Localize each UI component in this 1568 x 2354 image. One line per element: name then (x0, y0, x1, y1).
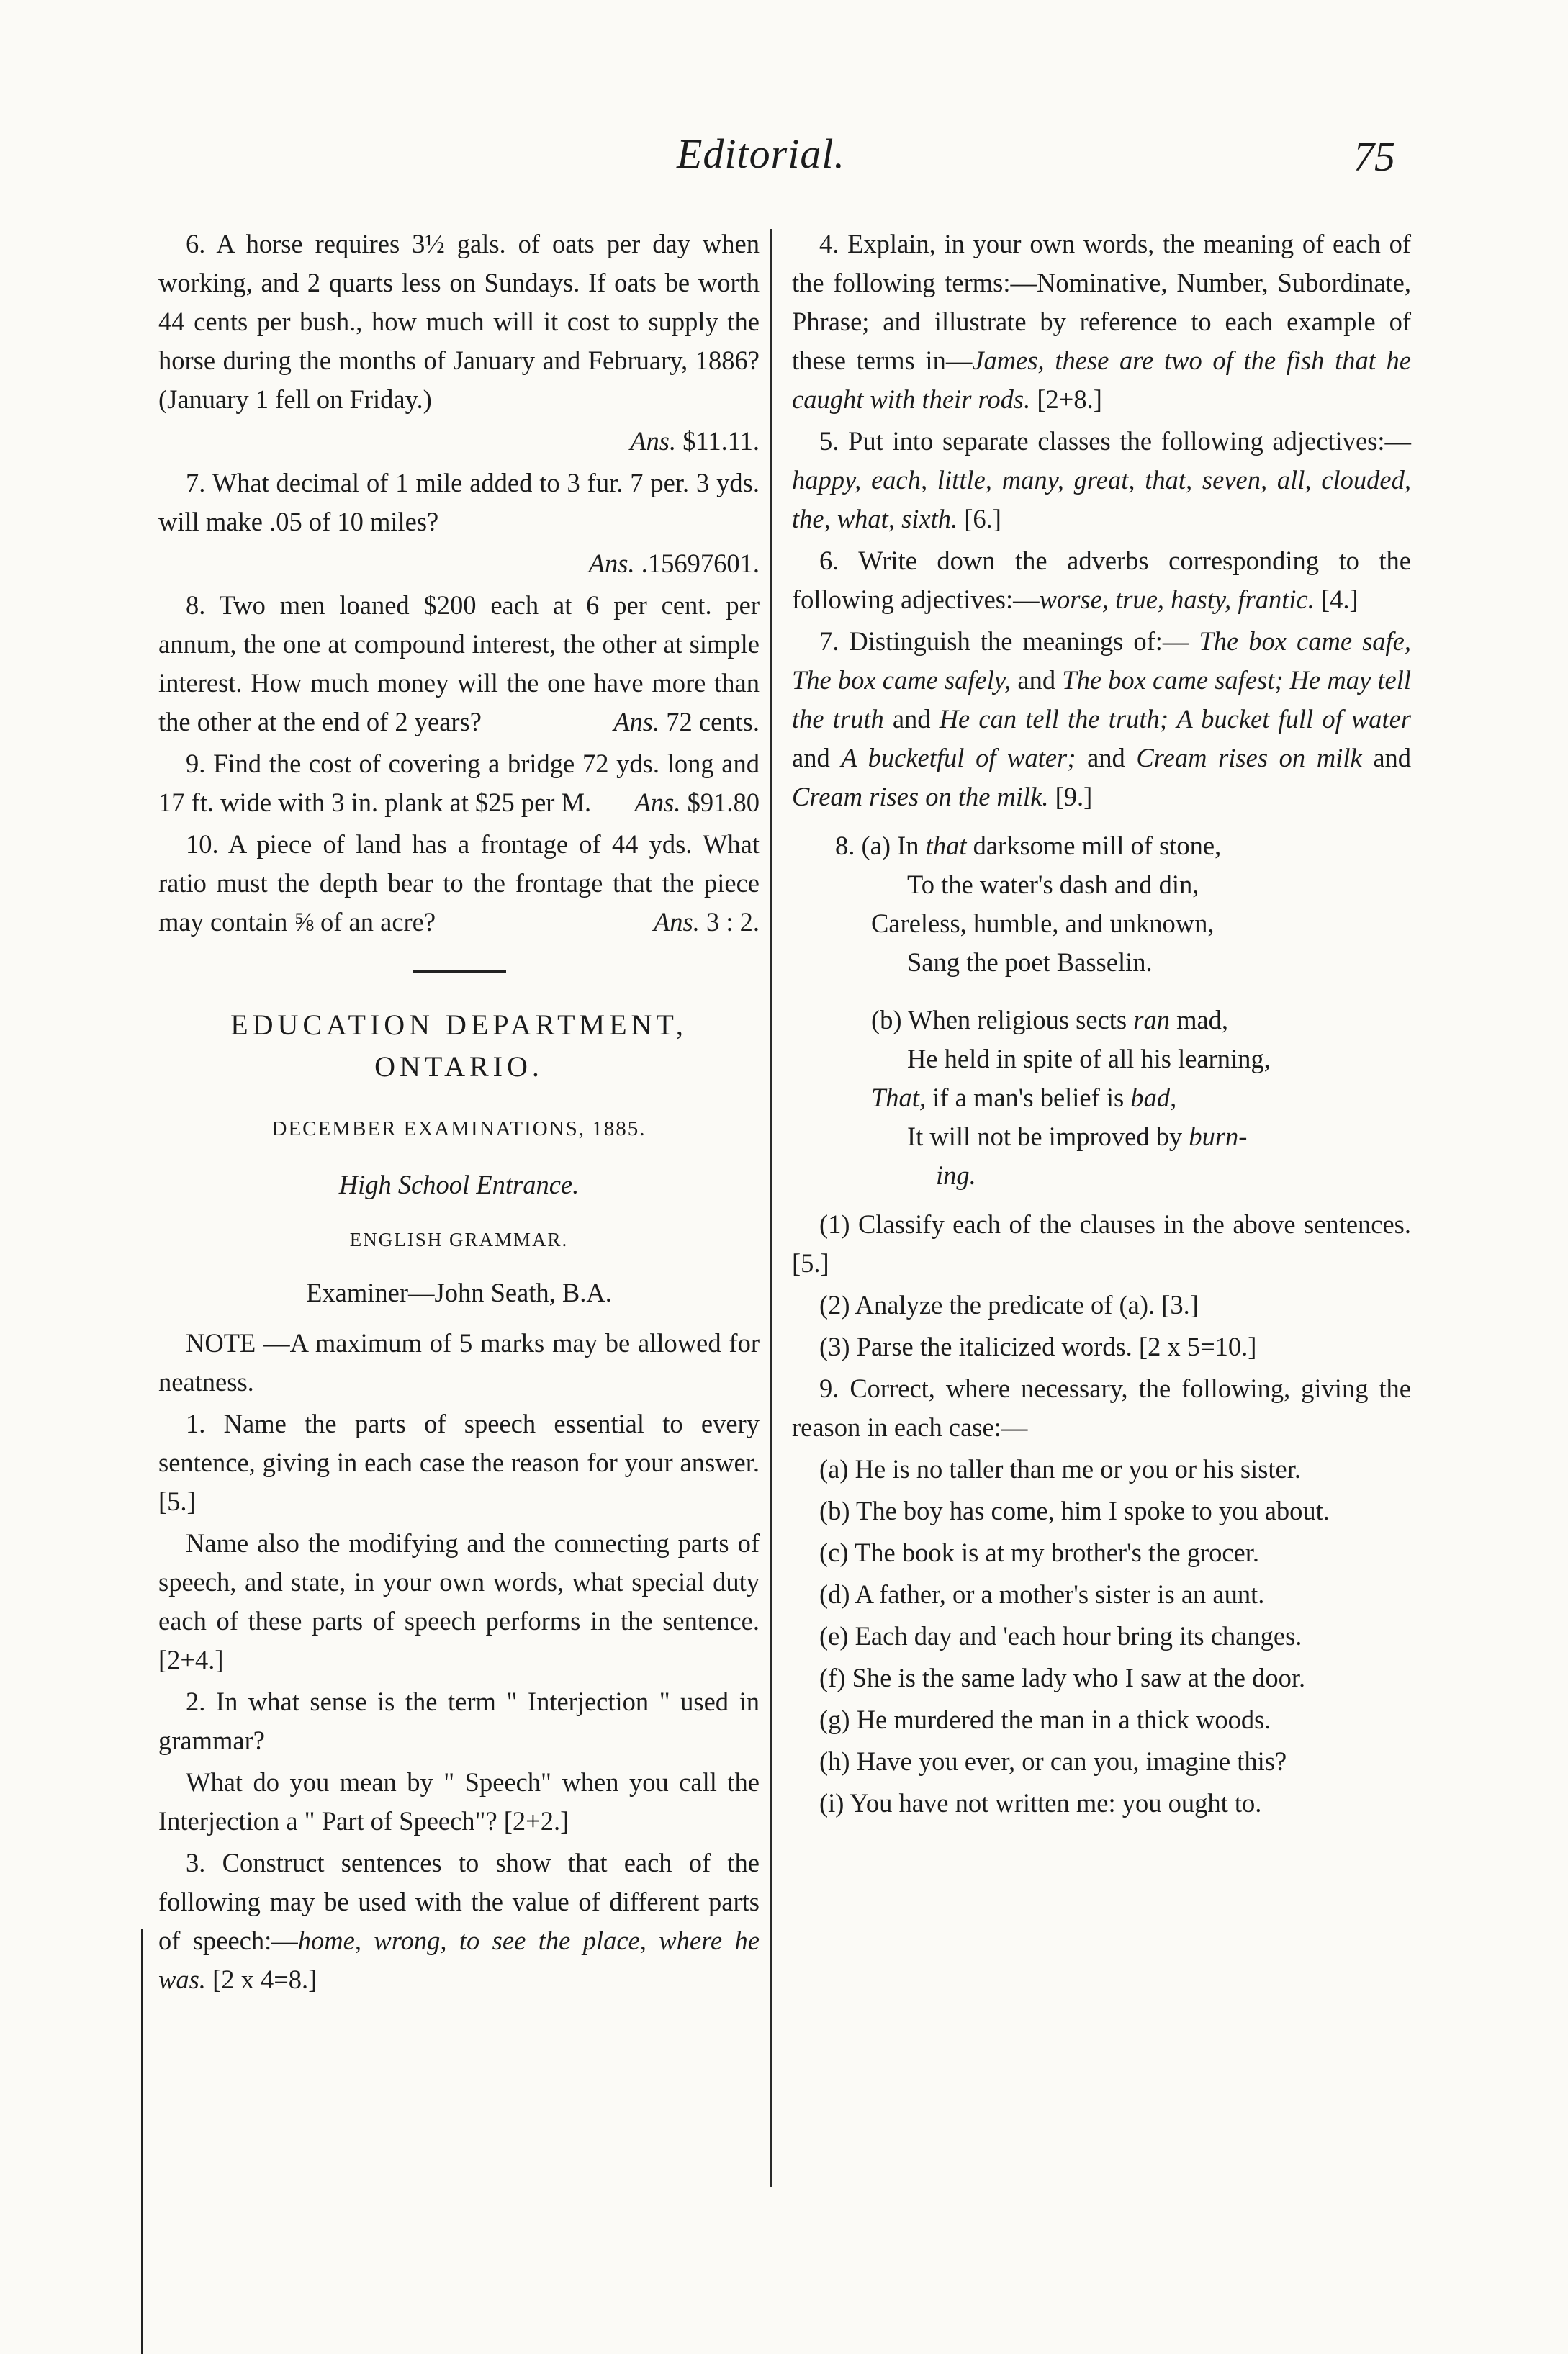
answer-7: Ans. .15697601. (588, 549, 760, 578)
margin-rule (141, 1929, 143, 2354)
page-number: 75 (1353, 133, 1395, 180)
grammar-question-8-1: (1) Classify each of the clauses in the above sentences. [5.] (792, 1209, 1411, 1278)
grammar-question-3: 3. Construct sentences to show that each of the following may be used with the value of different parts of speech:—home, wrong, to see the place, where he was. [2 x 4=8.] (158, 1848, 760, 1994)
grammar-question-7: 7. Distinguish the meanings of:— The box came safe, The box came safely, and The box came safest; He may tell the truth and He can tell the truth; A bucket full of water and A bucketful of water; and Cream rises on milk and Cream rises on the milk. [9.] (792, 626, 1412, 811)
right-column (792, 225, 1411, 1826)
running-head: Editorial. (677, 130, 845, 177)
answer-6: Ans. $11.11. (630, 426, 760, 456)
column-divider (770, 229, 772, 2187)
poem-a: 8. (a) In that darksome mill of stone, To the water's dash and din, Careless, humble, and unknown, Sang the poet Basselin. (835, 831, 1222, 977)
grammar-question-2-part-2: What do you mean by " Speech" when you call the Interjection a " Part of Speech"? [2+2.] (158, 1767, 760, 1836)
arithmetic-question-10: 10. A piece of land has a frontage of 44 yds. What ratio must the depth bear to the frontage that the piece may contain ⅝ of an acre? Ans. 3 : 2. (158, 829, 760, 937)
arithmetic-question-7: 7. What decimal of 1 mile added to 3 fur. 7 per. 3 yds. will make .05 of 10 miles? (158, 468, 760, 536)
grammar-question-9c: (c) The book is at my brother's the grocer. (819, 1538, 1260, 1567)
grammar-question-9a: (a) He is no taller than me or you or his sister. (819, 1454, 1302, 1484)
arithmetic-question-8: 8. Two men loaned $200 each at 6 per cent. per annum, the one at compound interest, the other at simple interest. How much money will the one have more than the other at the end of 2 years? Ans. 72 cents. (158, 590, 760, 736)
section-rule (413, 970, 506, 973)
grammar-question-1: 1. Name the parts of speech essential to every sentence, giving in each case the reason for your answer. [5.] (158, 1409, 760, 1516)
department-heading: EDUCATION DEPARTMENT, ONTARIO. (230, 1009, 688, 1083)
grammar-question-6: 6. Write down the adverbs corresponding to the following adjectives:—worse, true, hasty, frantic. [4.] (792, 546, 1411, 614)
grammar-question-4: 4. Explain, in your own words, the meaning of each of the following terms:—Nominative, Number, Subordinate, Phrase; and illustrate by reference to each example of these terms in—James, these are two of the fish that he caught with their rods. [2+8.] (792, 229, 1412, 414)
grammar-question-9i: (i) You have not written me: you ought to. (819, 1788, 1262, 1818)
examiner-line: Examiner—John Seath, B.A. (306, 1278, 612, 1307)
exam-heading: DECEMBER EXAMINATIONS, 1885. (271, 1117, 646, 1140)
note: NOTE —A maximum of 5 marks may be allowed for neatness. (158, 1328, 760, 1397)
grammar-question-9: 9. Correct, where necessary, the following, giving the reason in each case:— (792, 1374, 1411, 1442)
grammar-question-8-3: (3) Parse the italicized words. [2 x 5=10.] (819, 1332, 1257, 1361)
poem-b: (b) When religious sects ran mad, He held in spite of all his learning, That, if a man's belief is bad, It will not be improved by burn- ing. (871, 1005, 1271, 1190)
subject-heading: ENGLISH GRAMMAR. (349, 1229, 569, 1250)
grammar-question-5: 5. Put into separate classes the following adjectives:—happy, each, little, many, great, that, seven, all, clouded, the, what, sixth. [6.] (792, 426, 1411, 533)
grammar-question-9h: (h) Have you ever, or can you, imagine this? (819, 1746, 1287, 1776)
grammar-question-9e: (e) Each day and 'each hour bring its changes. (819, 1621, 1302, 1651)
arithmetic-question-9: 9. Find the cost of covering a bridge 72 yds. long and 17 ft. wide with 3 in. plank at $25 per M. Ans. $91.80 (158, 749, 760, 817)
grammar-question-2: 2. In what sense is the term " Interjection " used in grammar? (158, 1687, 760, 1755)
grammar-question-1-part-2: Name also the modifying and the connecting parts of speech, and state, in your own words, what special duty each of these parts of speech performs in the sentence. [2+4.] (158, 1528, 760, 1674)
grammar-question-9b: (b) The boy has come, him I spoke to you about. (819, 1496, 1330, 1525)
grammar-question-8-2: (2) Analyze the predicate of (a). [3.] (819, 1290, 1199, 1320)
grammar-question-9g: (g) He murdered the man in a thick woods. (819, 1705, 1271, 1734)
grammar-question-9f: (f) She is the same lady who I saw at the door. (819, 1663, 1306, 1692)
grammar-question-9d: (d) A father, or a mother's sister is an aunt. (819, 1579, 1265, 1609)
left-column (158, 225, 760, 2002)
exam-subtitle: High School Entrance. (338, 1170, 580, 1199)
arithmetic-question-6: 6. A horse requires 3½ gals. of oats per day when working, and 2 quarts less on Sundays. If oats be worth 44 cents per bush., how much will it cost to supply the horse during the months of January and February, 1886? (January 1 fell on Friday.) (158, 229, 760, 414)
